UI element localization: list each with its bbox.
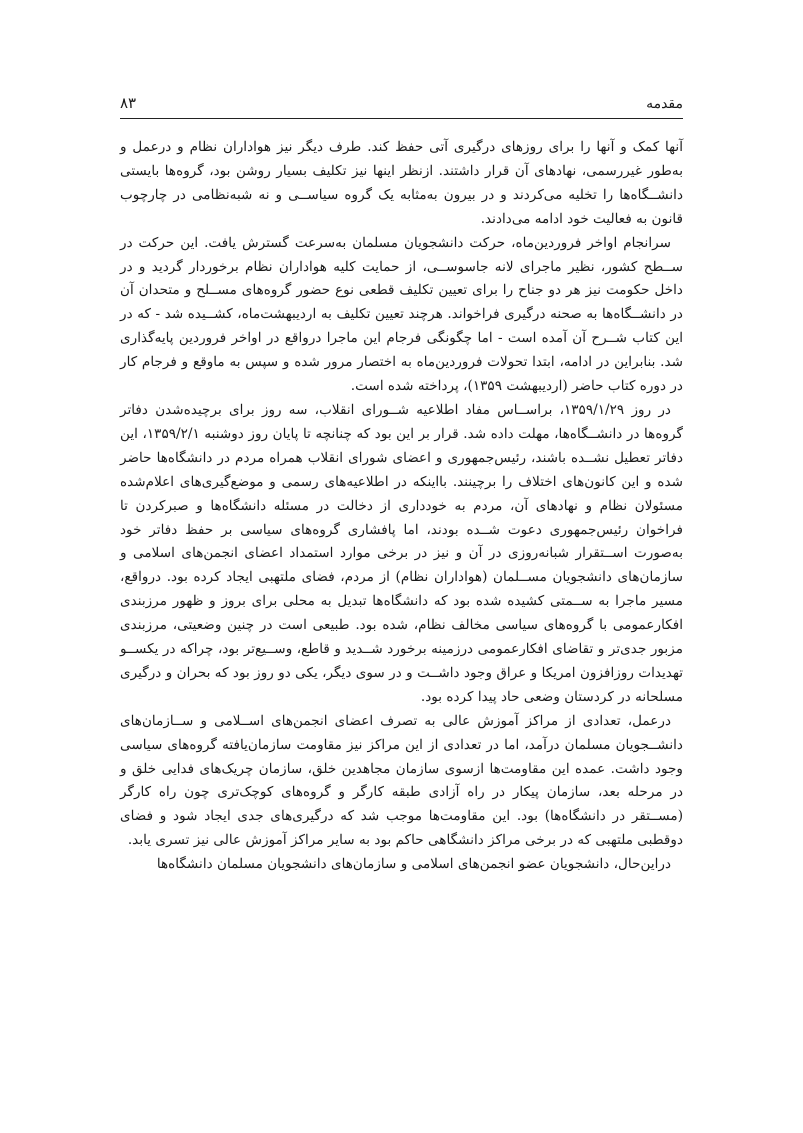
- header-rule: [120, 118, 683, 119]
- body-text: [120, 136, 683, 877]
- paragraph: سرانجام اواخر فروردین‌ماه، حرکت دانشجویان مسلمان به‌سرعت گسترش یافت. این حرکت در ســطح کشور، نظیر ماجرای لانه جاسوســی، از حمایت کلیه هواداران نظام برخوردار گردید و در داخل حکومت نیز هر دو جناح را برای تعیین تکلیف قطعی نوع حضور گروه‌های مســلح و متحدان آن در دانشــگاه‌ها به صحنه درگیری فراخواند. هرچند تعیین تکلیف به اردیبهشت‌ماه، کشــیده شد - که در این کتاب شــرح آن آمده است - اما چگونگی فرجام این ماجرا درواقع در اواخر فروردین پایه‌گذاری شد. بنابراین در ادامه، ابتدا تحولات فروردین‌ماه به اختصار مرور شده و سپس به ماوقع و فرجام کار در دوره کتاب حاضر (اردیبهشت ۱۳۵۹)، پرداخته شده است.: [120, 234, 683, 395]
- paragraph: دراین‌حال، دانشجویان عضو انجمن‌های اسلامی و سازمان‌های دانشجویان مسلمان دانشگاه‌ها: [156, 856, 671, 873]
- running-header: [120, 88, 683, 112]
- paragraph: آنها کمک و آنها را برای روزهای درگیری آتی حفظ کند. طرف دیگر نیز هواداران نظام و درعمل و به‌طور غیررسمی، نهادهای آن قرار داشتند. ازنظر اینها نیز تکلیف بسیار روشن بود، گروه‌ها بایستی دانشــگاه‌ها را تخلیه می‌کردند و در بیرون به‌مثابه یک گروه سیاســی و نه شبه‌نظامی در چارچوب قانون به فعالیت خود ادامه می‌دادند.: [120, 139, 683, 227]
- paragraph: در روز ۱۳۵۹/۱/۲۹، براســاس مفاد اطلاعیه شــورای انقلاب، سه روز برای برچیده‌شدن دفاتر گروه‌ها در دانشــگاه‌ها، مهلت داده شد. قرار بر این بود که چنانچه تا پایان روز دوشنبه ۱۳۵۹/۲/۱، این دفاتر تعطیل نشــده باشند، رئیس‌جمهوری و اعضای شورای انقلاب همراه مردم در دانشگاه‌ها حاضر شده و این کانون‌های اختلاف را برچینند. بااینکه در اطلاعیه‌های رسمی و موضع‌گیری‌های اعلام‌شده مسئولان نظام و نهادهای آن، مردم به خودداری از دخالت در مسئله دانشگاه‌ها و صبرکردن تا فراخوان رئیس‌جمهوری دعوت شــده بودند، اما پافشاری گروه‌های سیاسی بر حفظ دفاتر خود به‌صورت اســتقرار شبانه‌روزی در آن و نیز در برخی موارد استمداد اعضای انجمن‌های اسلامی و سازمان‌های دانشجویان مســلمان (هواداران نظام) از مردم، فضای ملتهبی ایجاد کرده بود. درواقع، مسیر ماجرا به ســمتی کشیده شده بود که دانشگاه‌ها تبدیل به محلی برای بروز و ظهور مرزبندی افکارعمومی با گروه‌های سیاسی مخالف نظام، شده بود. طبیعی است در چنین وضعیتی، مرزبندی مزبور جدی‌تر و تقاضای افکارعمومی درزمینه برخورد شــدید و قاطع، وســیع‌تر بود، چراکه در یکســو تهدیدات روزافزون امریکا و عراق وجود داشــت و در سوی دیگر، یکی دو روز بود که بحران و درگیری مسلحانه در کردستان وضعی حاد پیدا کرده بود.: [120, 401, 683, 705]
- document-page: [120, 0, 683, 1133]
- chapter-title: مقدمه: [646, 96, 683, 112]
- page-number: ۸۳: [120, 94, 137, 112]
- paragraph: درعمل، تعدادی از مراکز آموزش عالی به تصرف اعضای انجمن‌های اســلامی و ســازمان‌های دانشــجویان مسلمان درآمد، اما در تعدادی از این مراکز نیز مقاومت سازمان‌یافته گروه‌های سیاسی وجود داشت. عمده این مقاومت‌ها ازسوی سازمان مجاهدین خلق، سازمان چریک‌های فدایی خلق و در مرحله بعد، سازمان پیکار در راه آزادی طبقه کارگر و گروه‌های کوچک‌تری چون راه کارگر (مســتقر در دانشگاه‌ها) بود. این مقاومت‌ها موجب شد که درگیری‌های جدی ایجاد شود و فضای دوقطبی ملتهبی که در برخی مراکز دانشگاهی حاکم بود به سایر مراکز آموزش عالی نیز تسری یابد.: [120, 712, 683, 849]
